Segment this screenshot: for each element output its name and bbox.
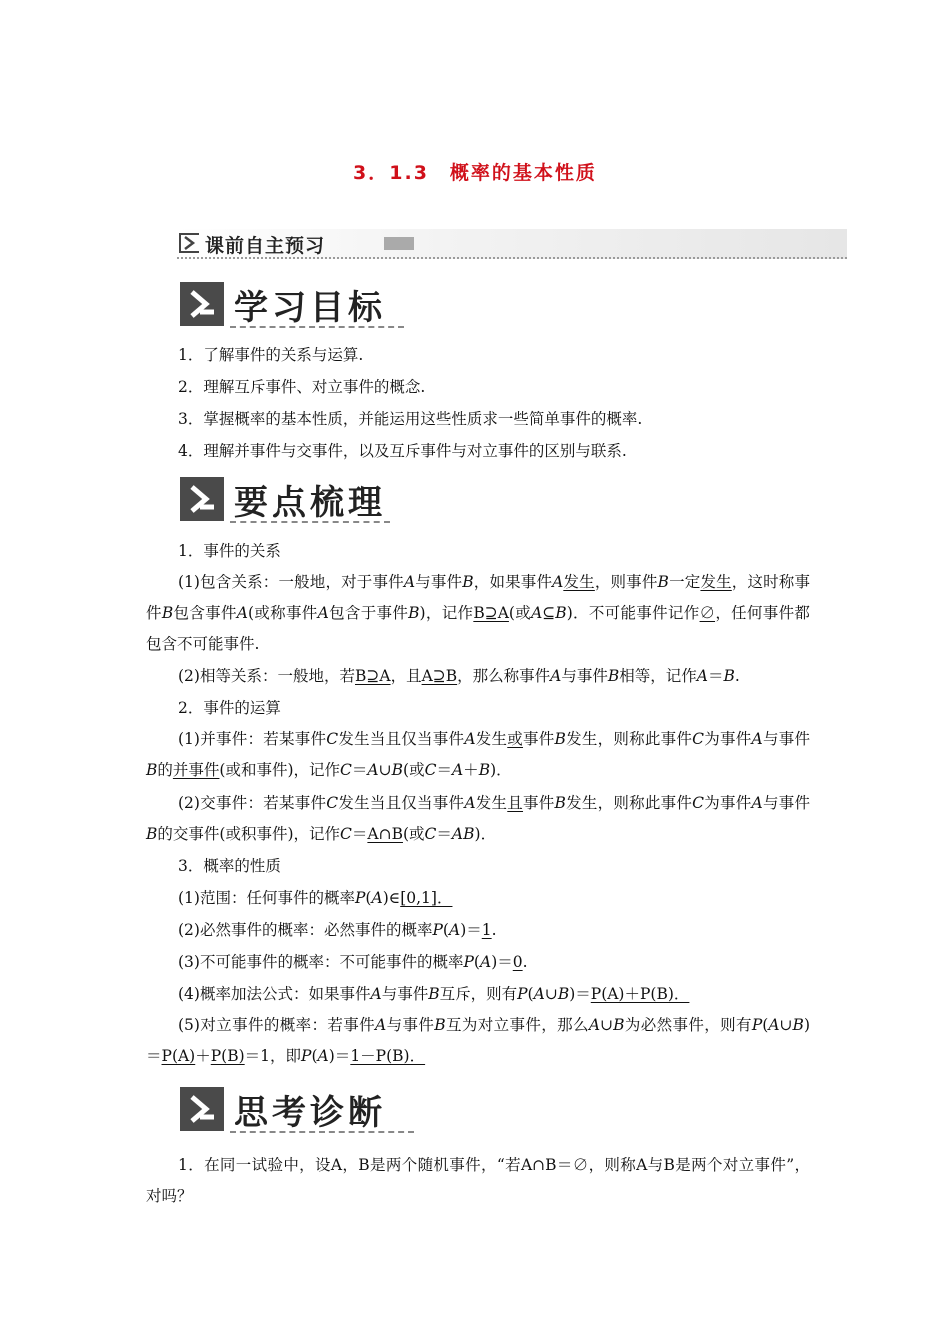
section-bar-label: 课前自主预习	[205, 235, 326, 257]
goal-item: 2．理解互斥事件、对立事件的概念.	[178, 378, 426, 396]
section-bar-tail	[384, 237, 414, 250]
arrow-icon	[180, 1087, 224, 1131]
paragraph-contain: (1)包含关系：一般地，对于事件A与事件B，如果事件A发生，则事件B一定发生，这时称事件B包含事件A(或称事件A包含于事件B)，记作B⊇A(或A⊆B)．不可能事件记作∅，任何事件都包含不可能事件.	[146, 573, 810, 653]
blank: 发生	[700, 573, 732, 591]
paragraph-complement: (5)对立事件的概率：若事件A与事件B互为对立事件，那么A∪B为必然事件，则有P(A∪B)＝P(A)＋P(B)＝1，即P(A)＝1－P(B)．	[146, 1016, 810, 1065]
banner-underline	[230, 521, 390, 523]
section-bar-preview	[177, 229, 847, 259]
banner-underline	[230, 326, 404, 328]
goal-item: 1．了解事件的关系与运算.	[178, 346, 364, 364]
heading-relations: 1．事件的关系	[178, 542, 281, 560]
banner-underline	[230, 1131, 414, 1133]
paragraph-intersection: (2)交事件：若某事件C发生当且仅当事件A发生且事件B发生，则称此事件C为事件A与事件B的交事件(或积事件)，记作C＝A∩B(或C＝AB)．	[146, 794, 810, 843]
blank: 发生	[563, 573, 595, 591]
blank: ∅	[699, 604, 716, 622]
blank: 1	[481, 921, 492, 939]
blank: A⊇B	[421, 667, 458, 685]
paragraph-certain: (2)必然事件的概率：必然事件的概率P(A)＝1.	[178, 921, 497, 939]
blank: P(A)	[161, 1047, 196, 1065]
goal-item: 4．理解并事件与交事件，以及互斥事件与对立事件的区别与联系.	[178, 442, 627, 460]
paragraph-equal: (2)相等关系：一般地，若B⊇A，且A⊇B，那么称事件A与事件B相等，记作A＝B.	[178, 667, 740, 685]
blank: [0,1]．	[400, 889, 453, 907]
goal-item: 3．掌握概率的基本性质，并能运用这些性质求一些简单事件的概率.	[178, 410, 643, 428]
thinking-heading: 思考诊断	[234, 1093, 386, 1133]
heading-operations: 2．事件的运算	[178, 699, 281, 717]
blank: 且	[507, 794, 524, 812]
arrow-icon	[180, 282, 224, 326]
arrow-icon	[179, 233, 199, 253]
paragraph-range: (1)范围：任何事件的概率P(A)∈[0,1]．	[178, 889, 453, 907]
goals-heading: 学习目标	[234, 288, 386, 328]
blank: B⊇A	[354, 667, 391, 685]
blank: 0	[512, 953, 523, 971]
blank: 或	[507, 730, 524, 748]
question-1: 1．在同一试验中，设A，B是两个随机事件，“若A∩B＝∅，则称A与B是两个对立事件”，对吗？	[146, 1156, 810, 1205]
blank: B⊇A	[473, 604, 509, 622]
page-title: 3．1.3 概率的基本性质	[353, 162, 597, 184]
paragraph-union: (1)并事件：若某事件C发生当且仅当事件A发生或事件B发生，则称此事件C为事件A与事件B的并事件(或和事件)，记作C＝A∪B(或C＝A＋B)．	[146, 730, 810, 779]
paragraph-addition: (4)概率加法公式：如果事件A与事件B互斥，则有P(A∪B)＝P(A)＋P(B)．	[178, 985, 690, 1003]
blank: 1－P(B)．	[350, 1047, 426, 1065]
paragraph-impossible: (3)不可能事件的概率：不可能事件的概率P(A)＝0.	[178, 953, 528, 971]
arrow-icon	[180, 477, 224, 521]
blank: P(B)	[210, 1047, 245, 1065]
blank: A∩B	[367, 825, 403, 843]
keypoints-heading: 要点梳理	[234, 483, 386, 523]
heading-properties: 3．概率的性质	[178, 857, 281, 875]
blank: P(A)＋P(B)．	[590, 985, 690, 1003]
blank: 并事件	[172, 761, 220, 779]
